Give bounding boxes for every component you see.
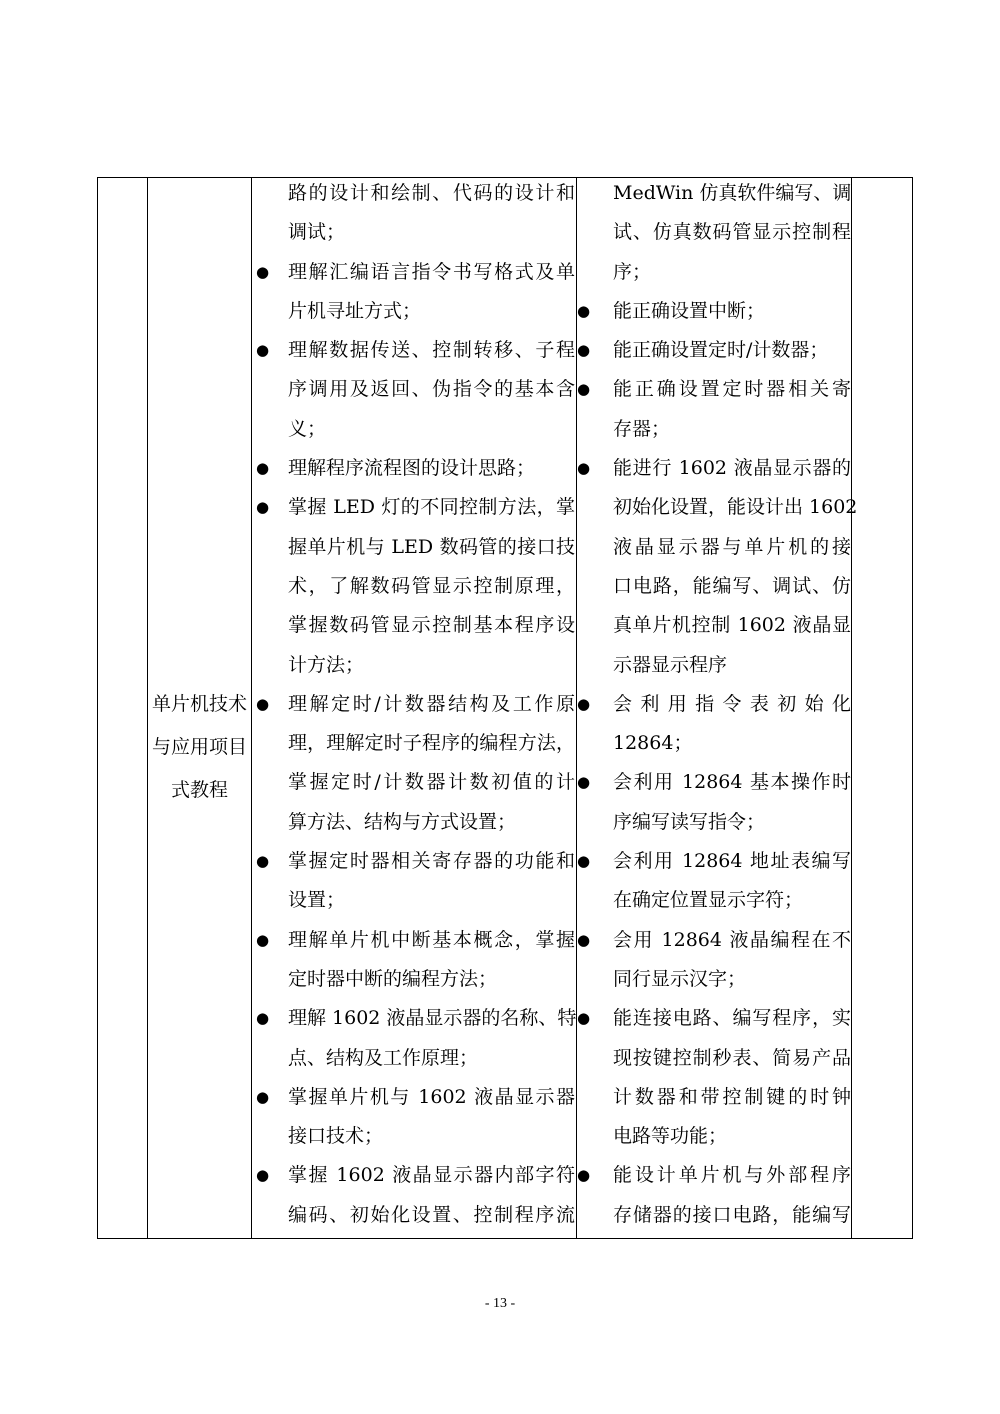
knowledge-line — [256, 842, 575, 881]
skill-text: 12864； — [613, 732, 693, 755]
skill-text: 存器； — [613, 417, 671, 440]
knowledge-text: 理解程序流程图的设计思路； — [288, 457, 536, 480]
knowledge-text: 算方法、结构与方式设置； — [288, 810, 517, 833]
column-divider — [851, 178, 852, 1238]
knowledge-text: 编码、初始化设置、控制程序流 — [288, 1203, 575, 1226]
course-name-line: 式教程 — [170, 779, 228, 801]
knowledge-text: 掌握数码管显示控制基本程序设 — [288, 614, 575, 637]
bullet-dot-icon: ● — [256, 852, 270, 871]
knowledge-text: 掌握定时/计数器计数初值的计 — [288, 771, 575, 794]
skill-text: 能进行 1602 液晶显示器的 — [613, 457, 851, 480]
bullet-dot-icon: ● — [256, 1009, 270, 1028]
skill-text: 存储器的接口电路，能编写 — [613, 1203, 851, 1226]
skill-line — [613, 174, 851, 213]
bullet-dot-icon: ● — [256, 694, 270, 713]
knowledge-text: 义； — [288, 417, 327, 440]
course-name-line: 单片机技术 — [151, 693, 247, 715]
knowledge-line — [256, 331, 575, 370]
skill-text: 液晶显示器与单片机的接 — [613, 535, 851, 558]
skill-line — [577, 999, 851, 1038]
bullet-dot-icon: ● — [256, 262, 270, 281]
knowledge-line — [288, 1039, 575, 1078]
knowledge-text: 序调用及返回、伪指令的基本含 — [288, 378, 575, 401]
skill-line — [613, 606, 851, 645]
knowledge-text: 接口技术； — [288, 1125, 384, 1148]
bullet-dot-icon: ● — [577, 852, 591, 871]
knowledge-line — [288, 528, 575, 567]
knowledge-text: 握单片机与 LED 数码管的接口技 — [288, 535, 575, 558]
knowledge-line — [288, 1117, 575, 1156]
skill-line — [613, 1039, 851, 1078]
skill-text: MedWin 仿真软件编写、调 — [613, 182, 852, 204]
page-number: - 13 - — [484, 1296, 516, 1311]
skill-line — [613, 803, 851, 842]
knowledge-text: 片机寻址方式； — [288, 299, 422, 322]
skill-text: 能设计单片机与外部程序 — [613, 1164, 851, 1187]
knowledge-line — [256, 253, 575, 292]
knowledge-text: 理解定时/计数器结构及工作原 — [288, 692, 575, 715]
skill-text: 电路等功能； — [613, 1125, 728, 1148]
skill-text: 会用 12864 液晶编程在不 — [613, 928, 851, 951]
skill-text: 示器显示程序 — [613, 653, 728, 676]
knowledge-line — [288, 724, 575, 763]
skill-line — [577, 449, 851, 488]
bullet-dot-icon: ● — [256, 459, 270, 478]
skill-line — [613, 646, 851, 685]
knowledge-line — [288, 174, 575, 213]
knowledge-line — [256, 1156, 575, 1195]
skill-text: 初始化设置，能设计出 1602 — [613, 496, 858, 519]
skill-text: 同行显示汉字； — [613, 967, 747, 990]
knowledge-line — [288, 292, 575, 331]
knowledge-line — [288, 1196, 575, 1235]
skill-line — [613, 724, 851, 763]
bullet-dot-icon: ● — [577, 773, 591, 792]
knowledge-line — [288, 606, 575, 645]
knowledge-line — [256, 449, 575, 488]
column-divider — [251, 178, 252, 1238]
knowledge-text: 定时器中断的编程方法； — [288, 967, 498, 990]
bullet-dot-icon: ● — [577, 930, 591, 949]
knowledge-line — [256, 921, 575, 960]
knowledge-line — [256, 488, 575, 527]
course-name-line: 与应用项目 — [151, 736, 247, 758]
knowledge-line — [288, 213, 575, 252]
course-name-cell — [148, 683, 251, 812]
skill-line — [613, 1196, 851, 1235]
skill-text: 会利用 12864 基本操作时 — [613, 771, 851, 794]
knowledge-line — [288, 763, 575, 802]
skill-line — [613, 881, 851, 920]
bullet-dot-icon: ● — [256, 498, 270, 517]
knowledge-line — [288, 803, 575, 842]
knowledge-requirements-cell — [256, 174, 577, 1235]
knowledge-text: 路的设计和绘制、代码的设计和 — [288, 182, 575, 204]
knowledge-text: 理解 1602 液晶显示器的名称、特 — [288, 1007, 577, 1030]
bullet-dot-icon: ● — [577, 1009, 591, 1028]
knowledge-line — [288, 881, 575, 920]
knowledge-text: 掌握单片机与 1602 液晶显示器 — [288, 1085, 575, 1108]
skill-line — [577, 763, 851, 802]
bullet-dot-icon: ● — [577, 459, 591, 478]
skill-line — [577, 370, 851, 409]
knowledge-line — [288, 410, 575, 449]
knowledge-line — [288, 646, 575, 685]
skill-line — [613, 1117, 851, 1156]
skill-text: 能连接电路、编写程序，实 — [613, 1007, 851, 1030]
skill-text: 计数器和带控制键的时钟 — [613, 1085, 851, 1108]
knowledge-text: 理，理解定时子程序的编程方法， — [288, 732, 575, 755]
skill-line — [613, 960, 851, 999]
knowledge-text: 点、结构及工作原理； — [288, 1046, 479, 1069]
skill-text: 在确定位置显示字符； — [613, 889, 804, 912]
bullet-dot-icon: ● — [577, 1166, 591, 1185]
knowledge-text: 设置； — [288, 889, 346, 912]
bullet-dot-icon: ● — [256, 1087, 270, 1106]
skill-line — [613, 253, 851, 292]
skill-text: 能正确设置中断； — [613, 299, 766, 322]
bullet-dot-icon: ● — [577, 301, 591, 320]
curriculum-table — [97, 177, 913, 1239]
skill-text: 真单片机控制 1602 液晶显 — [613, 614, 851, 637]
skill-line — [577, 1156, 851, 1195]
knowledge-text: 调试； — [288, 221, 346, 244]
knowledge-text: 掌握 1602 液晶显示器内部字符 — [288, 1164, 575, 1187]
skill-text: 序编写读写指令； — [613, 810, 766, 833]
skill-text: 能正确设置定时/计数器； — [613, 339, 829, 362]
bullet-dot-icon: ● — [577, 694, 591, 713]
knowledge-line — [256, 999, 577, 1038]
skill-text: 试、仿真数码管显示控制程 — [613, 221, 851, 244]
knowledge-text: 理解数据传送、控制转移、子程 — [288, 339, 575, 362]
knowledge-line — [256, 685, 575, 724]
skill-line — [613, 213, 851, 252]
skill-line — [577, 921, 851, 960]
knowledge-text: 理解单片机中断基本概念，掌握 — [288, 928, 575, 951]
knowledge-text: 计方法； — [288, 653, 365, 676]
skill-line — [613, 1078, 851, 1117]
skill-line — [613, 567, 851, 606]
skill-text: 口电路，能编写、调试、仿 — [613, 574, 851, 597]
skill-text: 现按键控制秒表、简易产品 — [613, 1046, 851, 1069]
skill-line — [577, 331, 851, 370]
knowledge-line — [288, 370, 575, 409]
bullet-dot-icon: ● — [256, 930, 270, 949]
bullet-dot-icon: ● — [256, 1166, 270, 1185]
skill-line — [613, 410, 851, 449]
knowledge-line — [288, 960, 575, 999]
knowledge-text: 术，了解数码管显示控制原理， — [288, 574, 575, 597]
skill-text: 序； — [613, 260, 652, 283]
bullet-dot-icon: ● — [577, 341, 591, 360]
skill-line — [613, 528, 851, 567]
skill-text: 能正确设置定时器相关寄 — [613, 378, 851, 401]
skill-text: 会利用 12864 地址表编写 — [613, 850, 851, 873]
knowledge-text: 理解汇编语言指令书写格式及单 — [288, 260, 575, 283]
knowledge-line — [288, 567, 575, 606]
knowledge-line — [256, 1078, 575, 1117]
bullet-dot-icon: ● — [577, 380, 591, 399]
knowledge-text: 掌握定时器相关寄存器的功能和 — [288, 850, 575, 873]
skill-line — [577, 292, 851, 331]
skill-requirements-cell — [577, 174, 858, 1235]
skill-line — [577, 842, 851, 881]
bullet-dot-icon: ● — [256, 341, 270, 360]
knowledge-text: 掌握 LED 灯的不同控制方法，掌 — [288, 496, 575, 519]
skill-line — [613, 488, 858, 527]
skill-text: 会利用指令表初始化 — [613, 692, 851, 715]
skill-line — [577, 685, 851, 724]
